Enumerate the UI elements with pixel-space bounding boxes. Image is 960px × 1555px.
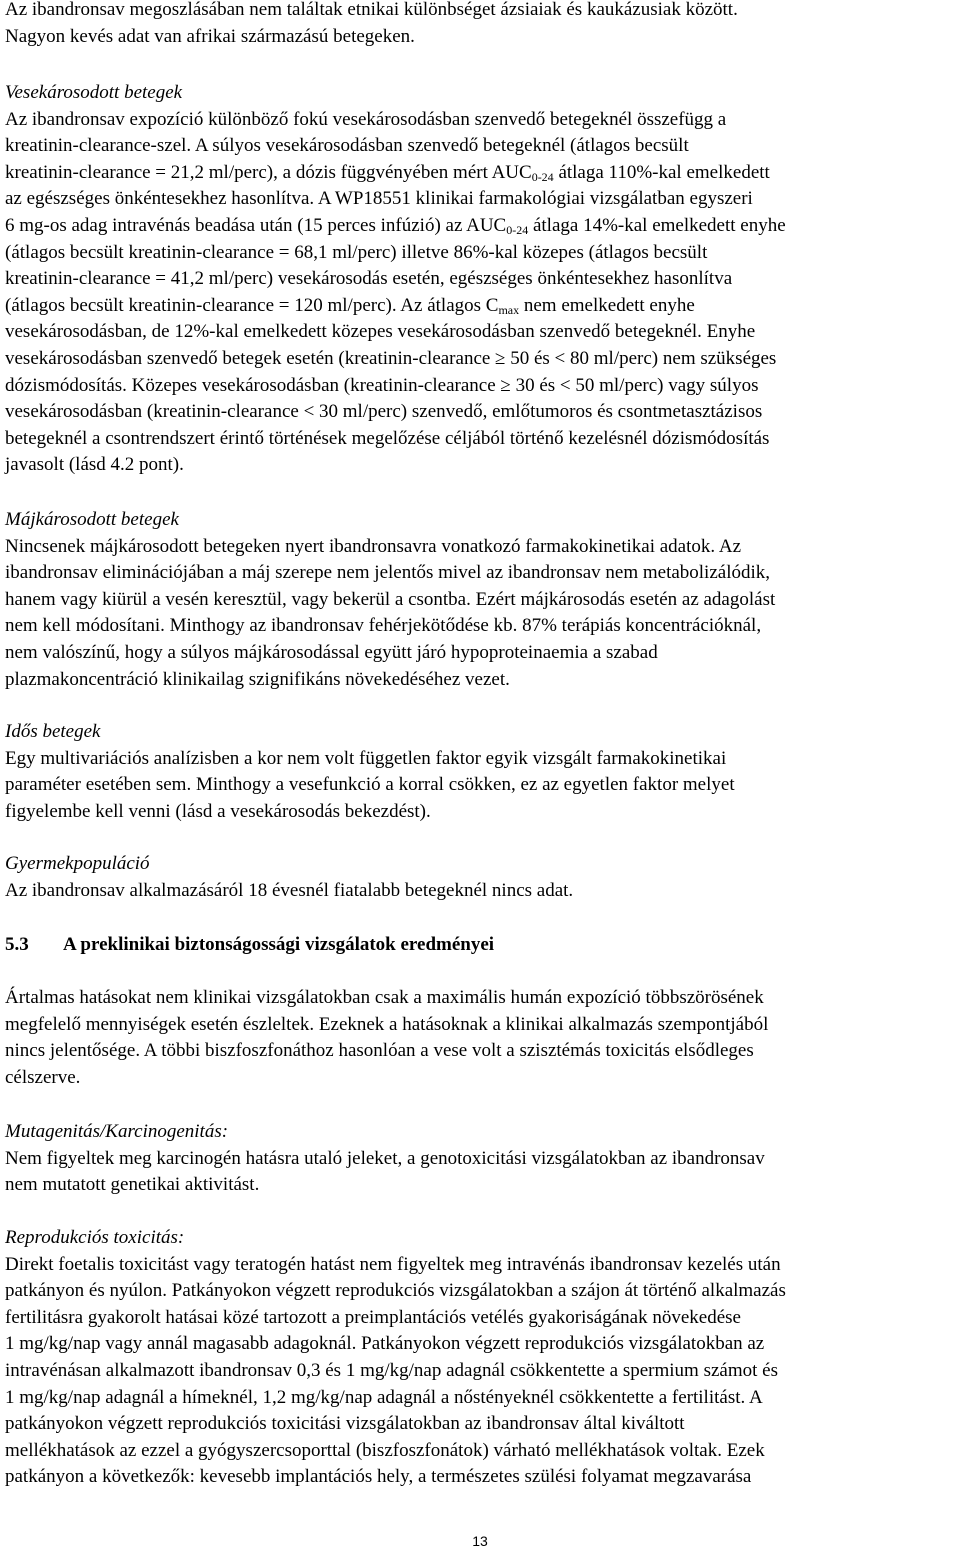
section-title-line — [5, 932, 945, 959]
text-line: fertilitásra gyakorolt hatásai közé tartozott a preimplantációs vetélés gyakoriságának növekedése — [5, 1306, 741, 1328]
hepatic-heading: Májkárosodott betegek — [5, 509, 179, 530]
text-fragment: 6 mg-os adag intravénás beadása után (15 perces infúzió) az AUC — [5, 214, 507, 236]
text-line: nem mutatott genetikai aktivitást. — [5, 1174, 260, 1196]
text-line — [5, 160, 945, 187]
text-line: Az ibandronsav megoszlásában nem találtak etnikai különbséget ázsiaiak és kaukázusiak között. — [5, 0, 738, 20]
elderly-heading: Idős betegek — [5, 721, 101, 742]
text-line: megfelelő mennyiségek esetén észleltek. Ezeknek a hatásoknak a klinikai alkalmazás szempontjából — [5, 1013, 769, 1035]
text-line: paraméter esetében sem. Minthogy a vesefunkció a korral csökken, ez az egyetlen faktor melyet — [5, 774, 735, 796]
mutagenicity-heading: Mutagenitás/Karcinogenitás: — [5, 1121, 229, 1142]
text-line: Az ibandronsav alkalmazásáról 18 évesnél fiatalabb betegeknél nincs adat. — [5, 879, 574, 901]
text-line: vesekárosodásban, de 12%-kal emelkedett közepes vesekárosodásban szenvedő betegeknél. Enyhe — [5, 321, 756, 343]
text-line: nincs jelentősége. A többi biszfoszfonáthoz hasonlóan a vese volt a szisztémás toxicitás elsődleges — [5, 1040, 754, 1062]
text-line: Ártalmas hatásokat nem klinikai vizsgálatokban csak a maximális humán expozíció többszörösének — [5, 987, 764, 1008]
section-title — [5, 932, 945, 959]
text-fragment: átlaga 14%-kal emelkedett enyhe — [528, 214, 786, 236]
pediatric-heading: Gyermekpopuláció — [5, 853, 150, 874]
elderly-section — [5, 719, 945, 825]
text-line: vesekárosodásban (kreatinin-clearance < 30 ml/perc) szenvedő, emlőtumoros és csontmetasztázisos — [5, 401, 763, 423]
text-line: (átlagos becsült kreatinin-clearance = 68,1 ml/perc) illetve 86%-kal közepes (átlagos becsült — [5, 241, 708, 263]
preclinical-paragraph — [5, 985, 945, 1091]
text-line: hanem vagy kiürül a vesén keresztül, vagy bekerül a csontba. Ezért májkárosodás esetén az adagolást — [5, 588, 776, 610]
section-title-text: A preklinikai biztonságossági vizsgálatok eredményei — [63, 934, 495, 955]
text-line: 1 mg/kg/nap adagnál a hímeknél, 1,2 mg/kg/nap adagnál a nőstényeknél csökkentette a fertilitást. A — [5, 1386, 763, 1408]
reproductive-heading: Reprodukciós toxicitás: — [5, 1227, 185, 1248]
text-line: nem valószínű, hogy a súlyos májkárosodással együtt járó hypoproteinaemia a szabad — [5, 641, 658, 663]
text-line: kreatinin-clearance-szel. A súlyos vesekárosodásban szenvedő betegeknél (átlagos becsült — [5, 135, 689, 157]
text-line: 1 mg/kg/nap vagy annál magasabb adagoknál. Patkányokon végzett reprodukciós vizsgálatokban az — [5, 1333, 765, 1355]
text-line: célszerve. — [5, 1066, 81, 1088]
intro-paragraph — [5, 0, 945, 50]
renal-section — [5, 80, 945, 479]
text-line: az egészséges önkéntesekhez hasonlítva. A WP18551 klinikai farmakológiai vizsgálatban egyszeri — [5, 188, 753, 210]
text-line: ibandronsav eliminációjában a máj szerepe nem jelentős mivel az ibandronsav nem metabolizálódik, — [5, 562, 771, 584]
text-line: dózismódosítás. Közepes vesekárosodásban (kreatinin-clearance ≥ 30 és < 50 ml/perc) vagy súlyos — [5, 374, 759, 396]
reproductive-section — [5, 1225, 945, 1491]
section-number: 5.3 — [5, 934, 29, 955]
subscript: max — [498, 302, 520, 317]
text-line: Direkt foetalis toxicitást vagy teratogén hatást nem figyeltek meg intravénás ibandronsav kezelés után — [5, 1253, 781, 1275]
subscript: 0-24 — [531, 169, 554, 184]
pediatric-section — [5, 851, 945, 904]
text-line: Nem figyeltek meg karcinogén hatásra utaló jeleket, a genotoxicitási vizsgálatokban az ibandronsav — [5, 1147, 765, 1169]
text-line — [5, 293, 945, 320]
text-line: betegeknél a csontrendszert érintő történések megelőzése céljából történő kezelésnél dózismódosítás — [5, 427, 770, 449]
text-line: Nagyon kevés adat van afrikai származású betegeken. — [5, 25, 415, 47]
text-fragment: átlaga 110%-kal emelkedett — [553, 161, 770, 183]
text-line: patkányon és nyúlon. Patkányokon végzett reprodukciós vizsgálatokban a szájon át történő alkalmazás — [5, 1280, 786, 1302]
text-fragment: (átlagos becsült kreatinin-clearance = 120 ml/perc). Az átlagos C — [5, 294, 499, 316]
text-line: mellékhatások az ezzel a gyógyszercsoporttal (biszfoszfonátok) várható mellékhatások voltak. Ezek — [5, 1439, 765, 1461]
text-line: javasolt (lásd 4.2 pont). — [5, 454, 184, 476]
text-line: figyelembe kell venni (lásd a vesekárosodás bekezdést). — [5, 800, 431, 822]
text-line: patkányokon végzett reprodukciós toxicitási vizsgálatokban az ibandronsav által kiváltott — [5, 1413, 685, 1435]
text-line: nem kell módosítani. Minthogy az ibandronsav fehérjekötődése kb. 87% terápiás koncentrációknál, — [5, 615, 762, 637]
text-line: Az ibandronsav expozíció különböző fokú vesekárosodásban szenvedő betegeknél összefügg a — [5, 108, 727, 130]
hepatic-section — [5, 507, 945, 693]
text-line: plazmakoncentráció klinikailag szignifikáns növekedéséhez vezet. — [5, 668, 510, 690]
text-line: kreatinin-clearance = 41,2 ml/perc) vesekárosodás esetén, egészséges önkéntesekhez hasonlítva — [5, 268, 733, 290]
text-line: Nincsenek májkárosodott betegeken nyert ibandronsavra vonatkozó farmakokinetikai adatok. Az — [5, 535, 741, 557]
subscript: 0-24 — [506, 222, 529, 237]
text-fragment: kreatinin-clearance = 21,2 ml/perc), a dózis függvényében mért AUC — [5, 161, 532, 183]
text-line: patkányon a következők: kevesebb implantációs hely, a természetes szülési folyamat megzavarása — [5, 1466, 752, 1488]
page-number: 13 — [472, 1533, 488, 1549]
text-line: intravénásan alkalmazott ibandronsav 0,3 és 1 mg/kg/nap adagnál csökkentette a spermium számot és — [5, 1359, 778, 1381]
renal-heading: Vesekárosodott betegek — [5, 82, 183, 103]
text-line: Egy multivariációs analízisben a kor nem volt független faktor egyik vizsgált farmakokinetikai — [5, 747, 727, 769]
text-fragment: nem emelkedett enyhe — [519, 294, 695, 316]
mutagenicity-section — [5, 1119, 945, 1199]
text-line: vesekárosodásban szenvedő betegek esetén (kreatinin-clearance ≥ 50 és < 80 ml/perc) nem szükséges — [5, 347, 777, 369]
text-line — [5, 213, 945, 240]
